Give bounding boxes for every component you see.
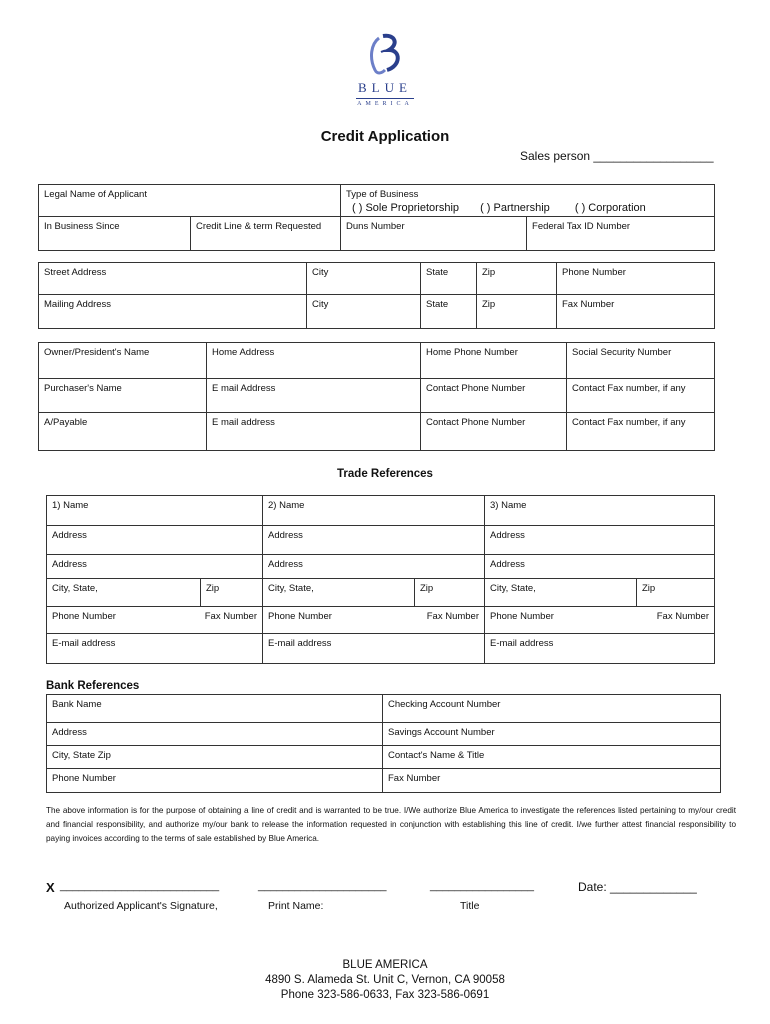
trade-ref-2-name[interactable]: 2) Name xyxy=(263,496,485,526)
purchaser-fax-field[interactable]: Contact Fax number, if any xyxy=(567,379,715,413)
checking-account-field[interactable]: Checking Account Number xyxy=(383,695,721,723)
print-name-line[interactable]: _____________________ xyxy=(258,880,387,892)
applicant-table xyxy=(38,184,715,251)
bank-contact-field[interactable]: Contact's Name & Title xyxy=(383,746,721,769)
credit-line-field[interactable]: Credit Line & term Requested xyxy=(191,217,341,251)
trade-ref-3-phone-fax[interactable]: Phone Number Fax Number xyxy=(485,607,715,634)
mailing-zip-field[interactable]: Zip xyxy=(477,295,557,329)
federal-tax-id-field[interactable]: Federal Tax ID Number xyxy=(527,217,715,251)
home-phone-field[interactable]: Home Phone Number xyxy=(421,343,567,379)
trade-ref-1-email[interactable]: E-mail address xyxy=(47,634,263,664)
fax-number-field[interactable]: Fax Number xyxy=(557,295,715,329)
company-logo xyxy=(345,30,425,112)
date-field[interactable]: Date: _____________ xyxy=(578,880,697,894)
duns-number-field[interactable]: Duns Number xyxy=(341,217,527,251)
footer-phone: Phone 323-586-0633, Fax 323-586-0691 xyxy=(280,989,490,1001)
zip-field[interactable]: Zip xyxy=(477,263,557,295)
street-address-field[interactable]: Street Address xyxy=(39,263,307,295)
type-of-business-field[interactable]: Type of Business ( ) Sole Proprietorship ( ) Partnership ( ) Corporation xyxy=(341,185,715,217)
trade-ref-3-address[interactable]: Address xyxy=(485,526,715,555)
trade-ref-1-zip[interactable]: Zip xyxy=(201,579,263,607)
trade-ref-2-email[interactable]: E-mail address xyxy=(263,634,485,664)
mailing-state-field[interactable]: State xyxy=(421,295,477,329)
payable-field[interactable]: A/Payable xyxy=(39,413,207,451)
trade-ref-1-address-2[interactable]: Address xyxy=(47,555,263,579)
bank-phone-field[interactable]: Phone Number xyxy=(47,769,383,793)
trade-ref-3-city[interactable]: City, State, xyxy=(485,579,637,607)
bank-references-table xyxy=(46,694,721,793)
footer xyxy=(0,958,770,1003)
purchaser-phone-field[interactable]: Contact Phone Number xyxy=(421,379,567,413)
bank-address-field[interactable]: Address xyxy=(47,723,383,746)
sole-proprietorship-option[interactable]: ( ) Sole Proprietorship xyxy=(352,202,460,214)
trade-ref-3-address-2[interactable]: Address xyxy=(485,555,715,579)
city-field[interactable]: City xyxy=(307,263,421,295)
print-name-label: Print Name: xyxy=(268,900,324,912)
signature-line[interactable]: __________________________ xyxy=(60,880,220,892)
legal-name-field[interactable]: Legal Name of Applicant xyxy=(39,185,341,217)
signature-x-mark: X xyxy=(46,880,55,895)
trade-ref-3-name[interactable]: 3) Name xyxy=(485,496,715,526)
trade-ref-3-email[interactable]: E-mail address xyxy=(485,634,715,664)
trade-ref-1-phone-fax[interactable]: Phone Number Fax Number xyxy=(47,607,263,634)
purchaser-email-field[interactable]: E mail Address xyxy=(207,379,421,413)
legal-statement: The above information is for the purpose of obtaining a line of credit and is warranted to be true. I/We authorize Blue America to investigate the references listed pertaining to my/our credit and financial responsibility, and authorize my/our bank to release the information requested in conjunction with establishing this line of credit. I/we further attest financial responsibility to paying invoices according to the terms of sale established by Blue America. xyxy=(46,806,736,843)
trade-ref-1-address[interactable]: Address xyxy=(47,526,263,555)
logo-name: BLUE xyxy=(358,80,412,95)
trade-ref-2-address[interactable]: Address xyxy=(263,526,485,555)
mailing-address-field[interactable]: Mailing Address xyxy=(39,295,307,329)
state-field[interactable]: State xyxy=(421,263,477,295)
home-address-field[interactable]: Home Address xyxy=(207,343,421,379)
trade-ref-2-city[interactable]: City, State, xyxy=(263,579,415,607)
trade-ref-2-phone-fax[interactable]: Phone Number Fax Number xyxy=(263,607,485,634)
logo-b-icon xyxy=(345,30,425,78)
payable-phone-field[interactable]: Contact Phone Number xyxy=(421,413,567,451)
sales-person-field[interactable]: Sales person __________________ xyxy=(520,149,714,163)
trade-ref-2-address-2[interactable]: Address xyxy=(263,555,485,579)
bank-name-field[interactable]: Bank Name xyxy=(47,695,383,723)
mailing-city-field[interactable]: City xyxy=(307,295,421,329)
owner-name-field[interactable]: Owner/President's Name xyxy=(39,343,207,379)
page-title: Credit Application xyxy=(320,128,450,145)
trade-ref-2-zip[interactable]: Zip xyxy=(415,579,485,607)
trade-ref-3-zip[interactable]: Zip xyxy=(637,579,715,607)
purchaser-name-field[interactable]: Purchaser's Name xyxy=(39,379,207,413)
address-table xyxy=(38,262,715,329)
in-business-since-field[interactable]: In Business Since xyxy=(39,217,191,251)
bank-fax-field[interactable]: Fax Number xyxy=(383,769,721,793)
title-line[interactable]: _________________ xyxy=(430,880,535,892)
trade-ref-1-name[interactable]: 1) Name xyxy=(47,496,263,526)
payable-email-field[interactable]: E mail address xyxy=(207,413,421,451)
phone-number-field[interactable]: Phone Number xyxy=(557,263,715,295)
footer-company: BLUE AMERICA xyxy=(342,959,428,971)
ssn-field[interactable]: Social Security Number xyxy=(567,343,715,379)
corporation-option[interactable]: ( ) Corporation xyxy=(574,202,646,214)
trade-references-heading: Trade References xyxy=(337,468,433,480)
savings-account-field[interactable]: Savings Account Number xyxy=(383,723,721,746)
logo-sub: AMERICA xyxy=(357,101,413,107)
payable-fax-field[interactable]: Contact Fax number, if any xyxy=(567,413,715,451)
contacts-table xyxy=(38,342,715,451)
title-label: Title xyxy=(460,900,480,912)
footer-address: 4890 S. Alameda St. Unit C, Vernon, CA 90058 xyxy=(265,974,505,986)
trade-references-table xyxy=(46,495,715,664)
trade-ref-1-city[interactable]: City, State, xyxy=(47,579,201,607)
bank-references-heading: Bank References xyxy=(46,680,140,692)
signature-label: Authorized Applicant's Signature, xyxy=(64,900,218,912)
bank-city-state-zip-field[interactable]: City, State Zip xyxy=(47,746,383,769)
partnership-option[interactable]: ( ) Partnership xyxy=(480,202,550,214)
